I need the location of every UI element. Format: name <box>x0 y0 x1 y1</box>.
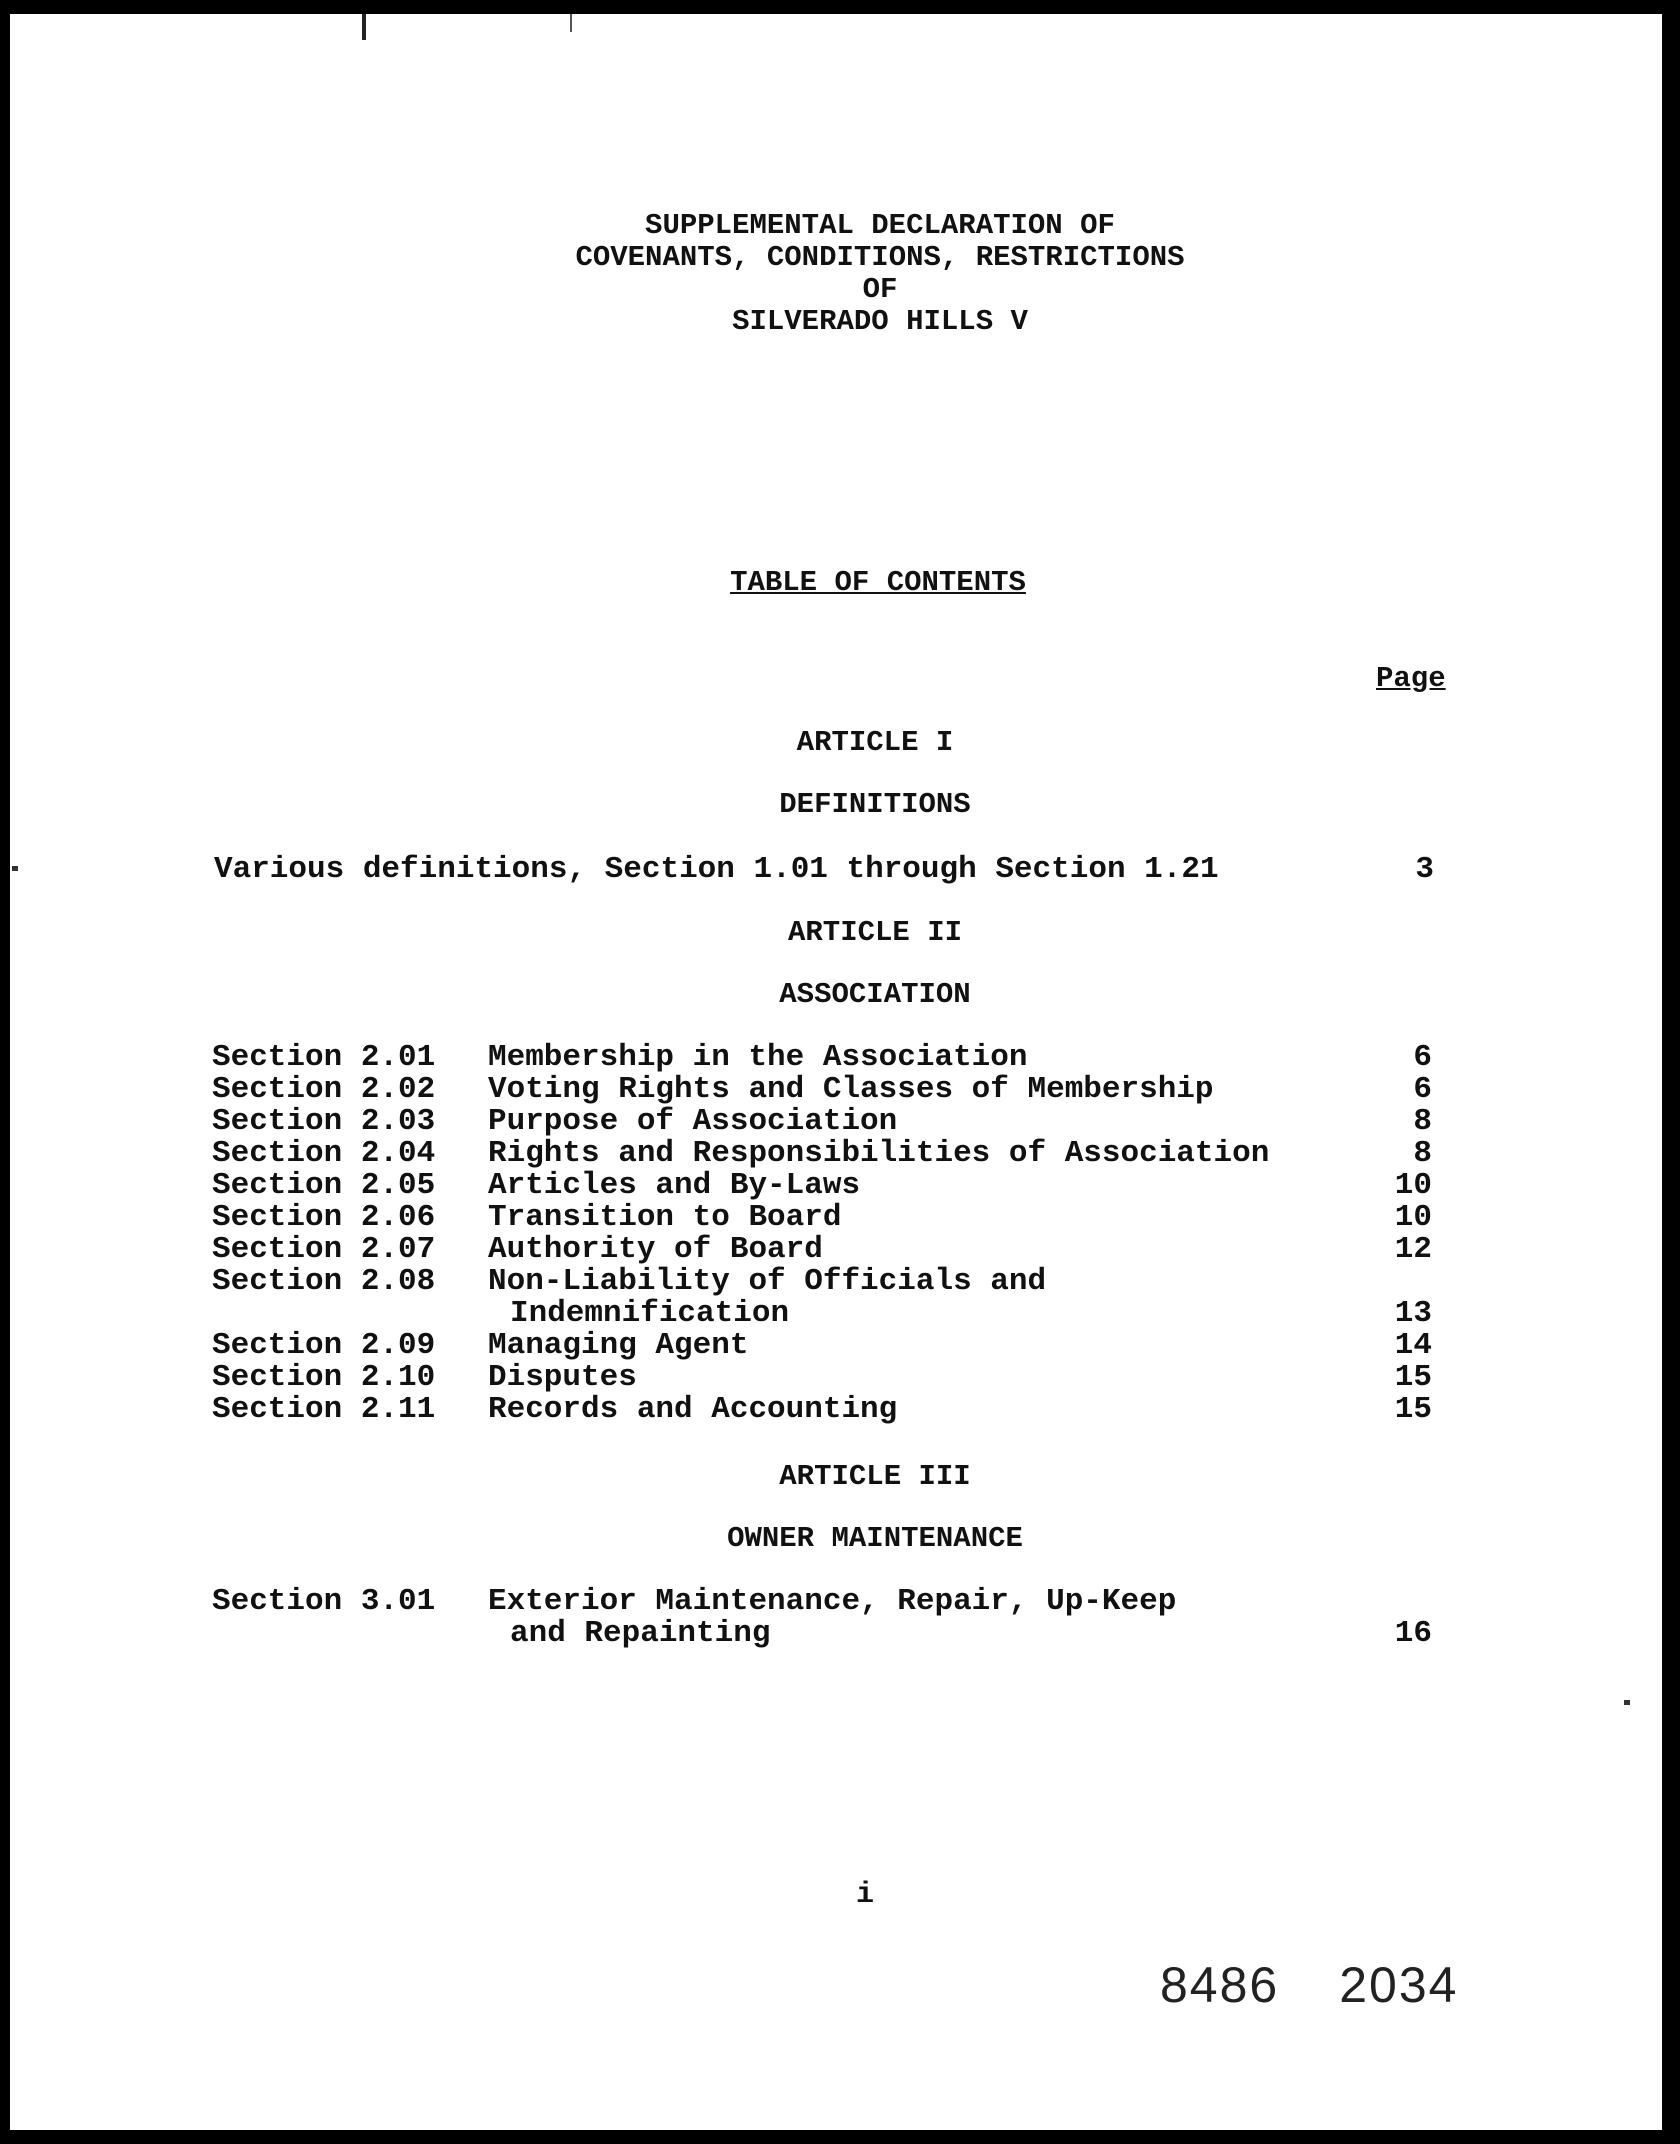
article-3-name: OWNER MAINTENANCE <box>727 1522 1023 1555</box>
toc-heading-text: TABLE OF CONTENTS <box>730 566 1026 599</box>
toc-section-title: Articles and By-Laws <box>488 1168 861 1203</box>
toc-section-number: Section 2.06 <box>212 1200 436 1235</box>
toc-section-page: 15 <box>1394 1360 1432 1395</box>
title-line-1: SUPPLEMENTAL DECLARATION OF <box>645 209 1115 242</box>
toc-section-number: Section 2.05 <box>212 1168 436 1203</box>
toc-section-title: Authority of Board <box>488 1232 823 1267</box>
toc-section-title: Rights and Responsibilities of Association <box>488 1136 1270 1171</box>
article-1-name: DEFINITIONS <box>779 788 971 821</box>
toc-section-page: 12 <box>1394 1232 1432 1267</box>
scan-artifact <box>570 14 572 32</box>
toc-section-title: Membership in the Association <box>488 1040 1028 1075</box>
page-column-label: Page <box>1376 662 1446 695</box>
toc-section-page: 10 <box>1394 1168 1432 1203</box>
article-1-entry-page: 3 <box>1415 852 1434 887</box>
article-1-entry <box>214 852 1434 887</box>
article-2-number: ARTICLE II <box>787 916 963 949</box>
toc-section-title: Disputes <box>488 1360 637 1395</box>
toc-section-number: Section 2.08 <box>212 1264 436 1299</box>
toc-section-title-continued: and Repainting <box>510 1616 771 1651</box>
toc-section-title-continued: Indemnification <box>510 1296 790 1331</box>
page-numeral: i <box>856 1878 875 1912</box>
article-1-number: ARTICLE I <box>796 726 954 759</box>
article-3-number: ARTICLE III <box>779 1460 971 1493</box>
stamp-left: 8486 <box>1160 1957 1280 2013</box>
toc-heading <box>10 566 1680 599</box>
title-line-3: OF <box>862 273 898 306</box>
toc-section-page: 16 <box>1394 1616 1432 1651</box>
scan-artifact <box>12 866 18 871</box>
toc-section-page: 8 <box>1413 1104 1432 1139</box>
toc-section-number: Section 2.10 <box>212 1360 436 1395</box>
toc-section-number: Section 2.11 <box>212 1392 436 1427</box>
document-stamp-number <box>1160 1956 1518 2014</box>
stamp-right: 2034 <box>1339 1957 1459 2013</box>
toc-section-number: Section 3.01 <box>212 1584 436 1619</box>
article-1-entry-text: Various definitions, Section 1.01 through Section 1.21 <box>214 852 1219 887</box>
scan-artifact <box>362 14 366 40</box>
title-line-2: COVENANTS, CONDITIONS, RESTRICTIONS <box>575 241 1185 274</box>
document-page <box>10 14 1662 2130</box>
toc-section-title: Transition to Board <box>488 1200 842 1235</box>
toc-section-number: Section 2.07 <box>212 1232 436 1267</box>
toc-section-number: Section 2.02 <box>212 1072 436 1107</box>
scan-artifact <box>1624 1700 1630 1705</box>
toc-section-title: Purpose of Association <box>488 1104 898 1139</box>
toc-section-title: Non-Liability of Officials and <box>488 1264 1047 1299</box>
toc-section-page: 15 <box>1394 1392 1432 1427</box>
toc-section-page: 13 <box>1394 1296 1432 1331</box>
toc-section-title: Managing Agent <box>488 1328 749 1363</box>
toc-section-number: Section 2.09 <box>212 1328 436 1363</box>
title-line-4: SILVERADO HILLS V <box>732 305 1028 338</box>
toc-section-number: Section 2.04 <box>212 1136 436 1171</box>
article-2-name: ASSOCIATION <box>779 978 971 1011</box>
toc-section-title: Exterior Maintenance, Repair, Up-Keep <box>488 1584 1177 1619</box>
toc-section-page: 14 <box>1394 1328 1432 1363</box>
document-title <box>10 210 1680 338</box>
toc-section-number: Section 2.01 <box>212 1040 436 1075</box>
toc-section-title: Records and Accounting <box>488 1392 898 1427</box>
toc-section-page: 6 <box>1413 1072 1432 1107</box>
toc-section-page: 10 <box>1394 1200 1432 1235</box>
toc-section-page: 8 <box>1413 1136 1432 1171</box>
toc-section-number: Section 2.03 <box>212 1104 436 1139</box>
toc-section-page: 6 <box>1413 1040 1432 1075</box>
toc-section-title: Voting Rights and Classes of Membership <box>488 1072 1214 1107</box>
